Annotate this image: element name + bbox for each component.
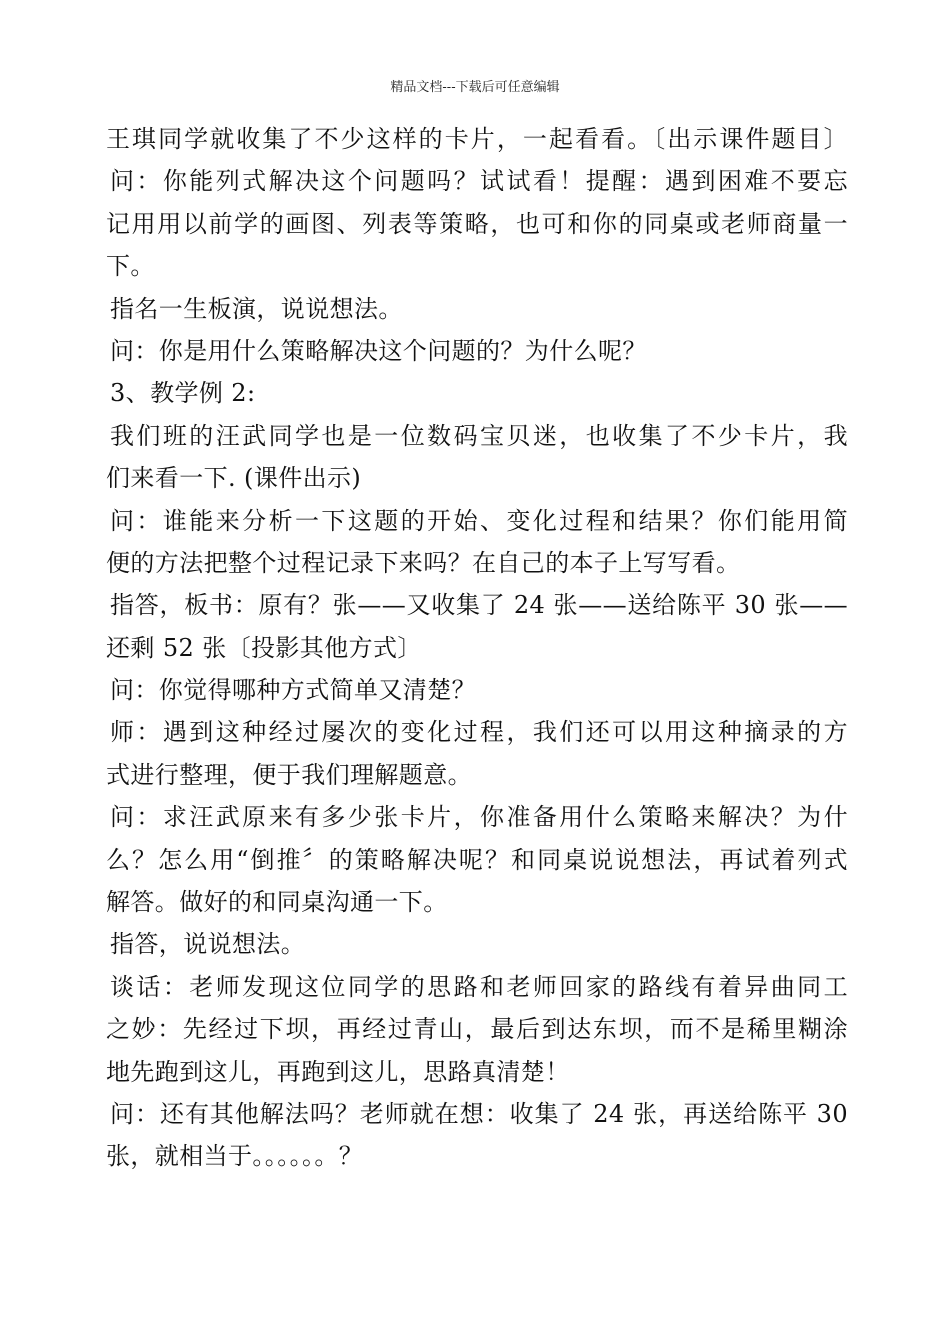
text-line: 地先跑到这儿，再跑到这儿，思路真清楚！ (106, 1057, 570, 1086)
text-line: 记用用以前学的画图、列表等策略，也可和你的同桌或老师商量一 (106, 209, 848, 238)
text-line: 解答。做好的和同桌沟通一下。 (106, 888, 448, 917)
text-line: 还剩 52 张〔投影其他方式〕 (106, 633, 422, 662)
text-line: 们来看一下. (课件出示) (106, 464, 362, 493)
text-line: 师：遇到这种经过屡次的变化过程，我们还可以用这种摘录的方 (110, 718, 848, 747)
text-line: 式进行整理，便于我们理解题意。 (106, 760, 472, 789)
text-line: 便的方法把整个过程记录下来吗？在自己的本子上写写看。 (106, 548, 741, 577)
text-line: 3、教学例 2: (110, 379, 256, 408)
text-line: 张，就相当于。。。。。。？ (106, 1142, 364, 1171)
text-line: 指名一生板演，说说想法。 (110, 294, 403, 323)
text-line: 指答，说说想法。 (110, 930, 306, 959)
text-line: 我们班的汪武同学也是一位数码宝贝迷，也收集了不少卡片，我 (110, 421, 848, 450)
text-line: 问：谁能来分析一下这题的开始、变化过程和结果？你们能用简 (110, 506, 848, 535)
text-line: 么？怎么用“倒推〞的策略解决呢？和同桌说说想法，再试着列式 (106, 845, 848, 874)
text-line: 指答，板书：原有？张——又收集了 24 张——送给陈平 30 张—— (110, 591, 848, 620)
text-line: 问：还有其他解法吗？老师就在想：收集了 24 张，再送给陈平 30 (110, 1099, 848, 1128)
text-line: 谈话：老师发现这位同学的思路和老师回家的路线有着异曲同工 (110, 972, 848, 1001)
text-line: 问：你觉得哪种方式简单又清楚？ (110, 676, 476, 705)
text-line: 问：求汪武原来有多少张卡片，你准备用什么策略来解决？为什 (110, 803, 848, 832)
text-line: 下。 (106, 252, 155, 281)
page-header: 精品文档---下载后可任意编辑 (390, 80, 560, 95)
text-line: 问：你能列式解决这个问题吗？试试看！提醒：遇到困难不要忘 (110, 167, 848, 196)
text-line: 之妙：先经过下坝，再经过青山，最后到达东坝，而不是稀里糊涂 (106, 1015, 848, 1044)
text-line: 王琪同学就收集了不少这样的卡片，一起看看。〔出示课件题目〕 (106, 125, 848, 153)
document-body (106, 118, 848, 1178)
text-line: 问：你是用什么策略解决这个问题的？为什么呢？ (110, 336, 647, 365)
